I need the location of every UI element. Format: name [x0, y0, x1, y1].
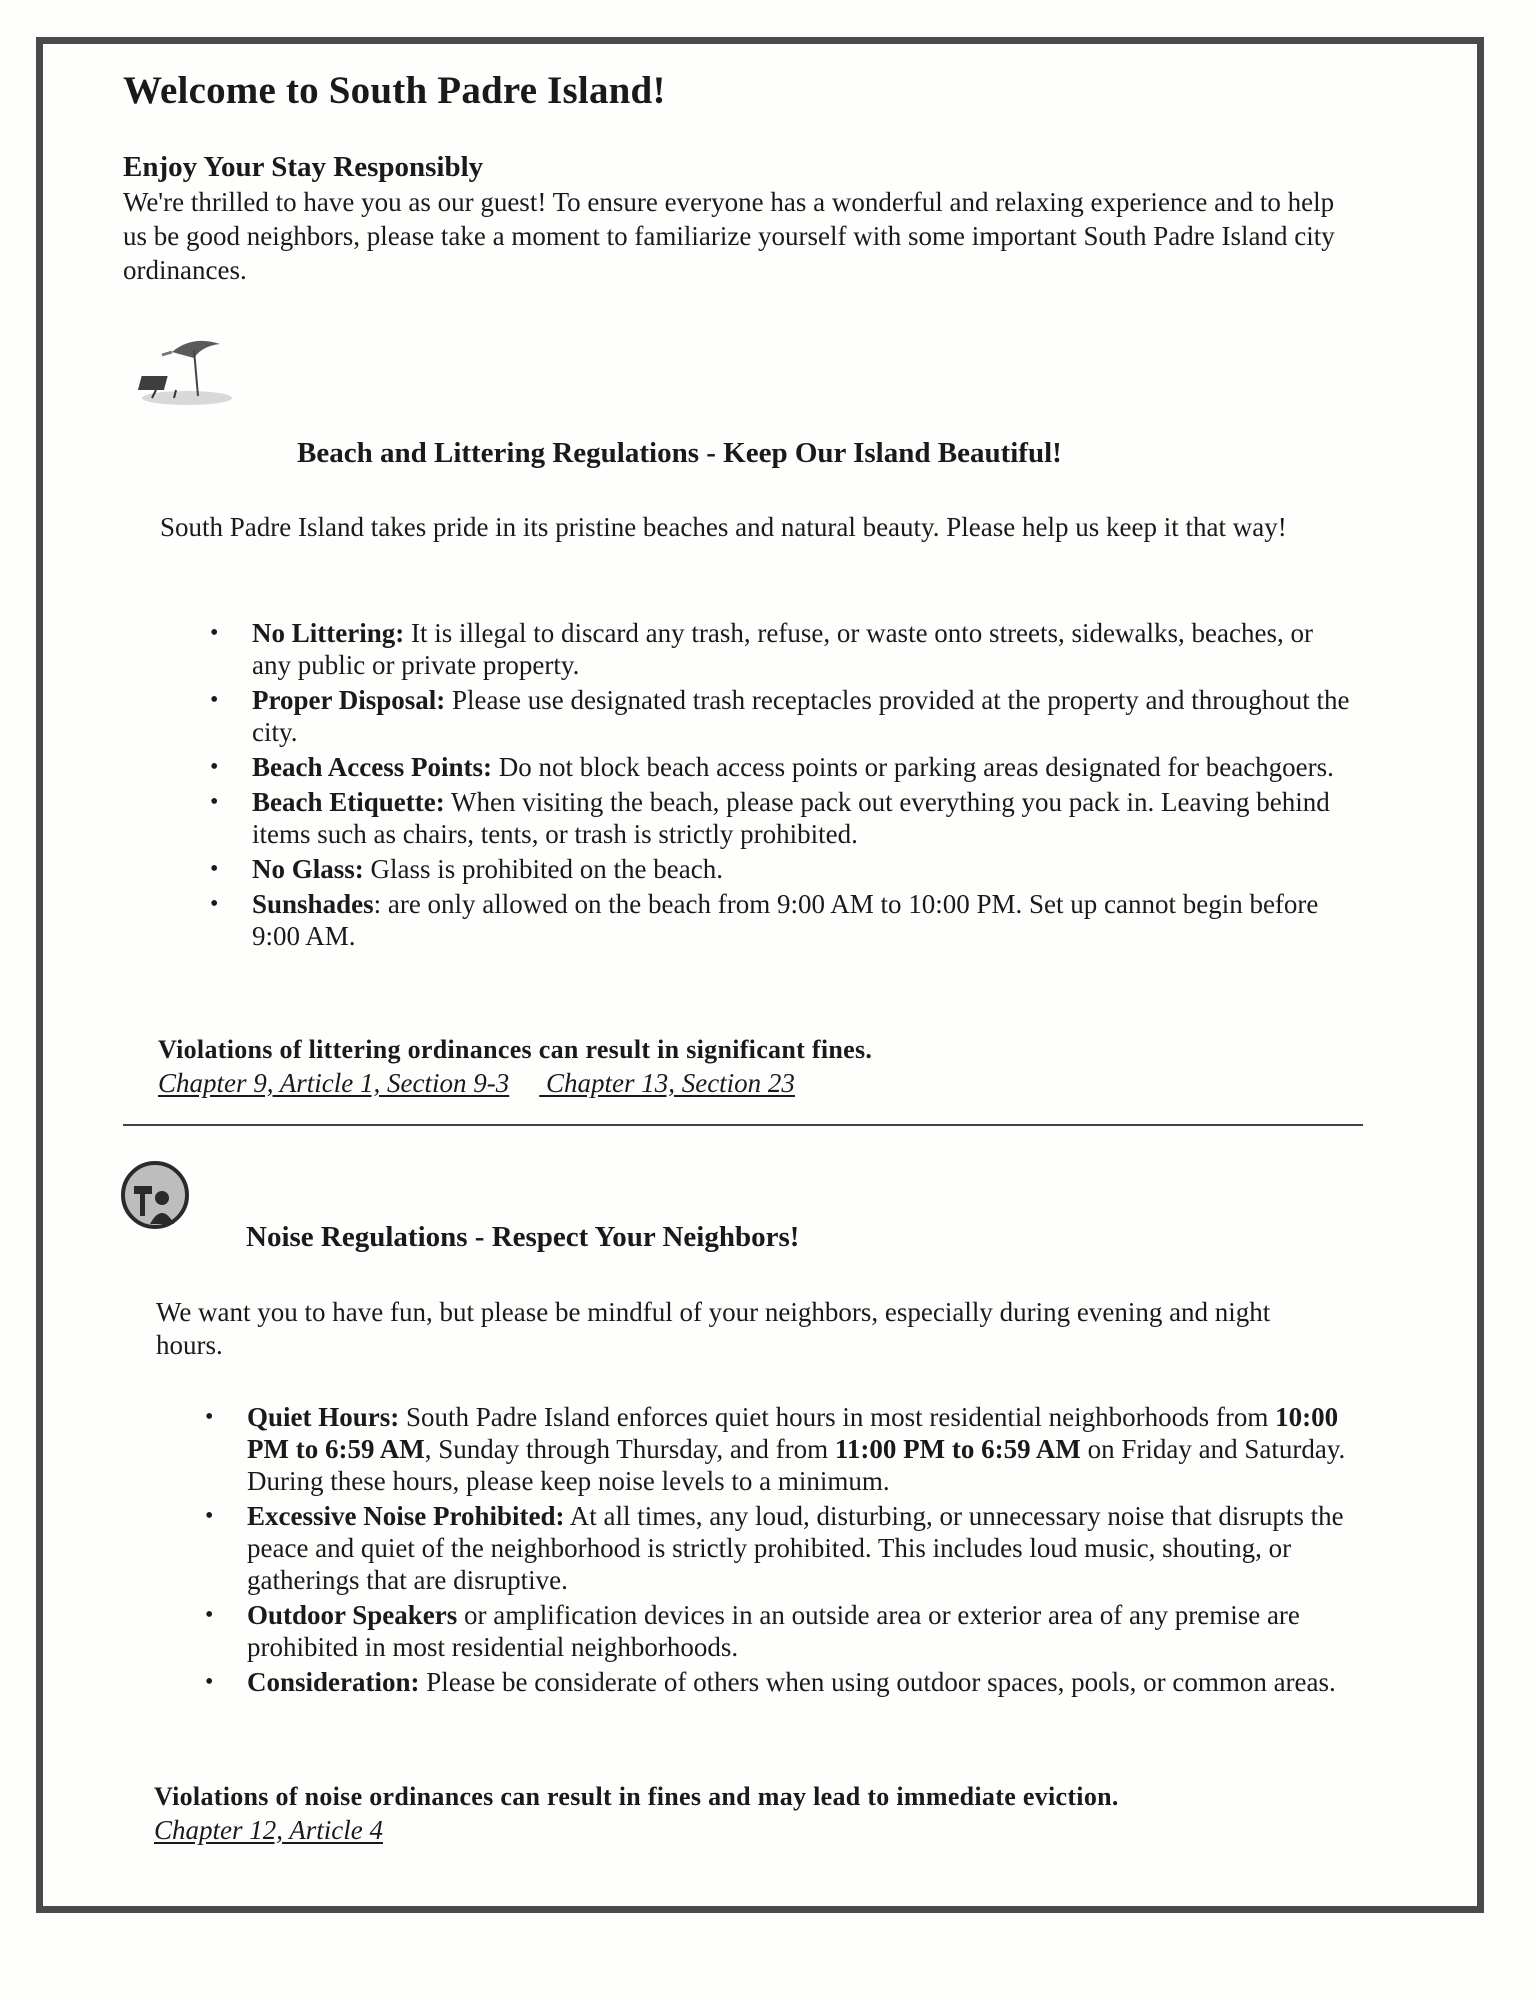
section-divider — [123, 1124, 1363, 1126]
list-item: • No Glass: Glass is prohibited on the beach. — [210, 854, 723, 884]
noise-person-icon — [120, 1160, 190, 1230]
noise-ordinance-refs — [154, 1815, 413, 1846]
ordinance-link[interactable]: Chapter 9, Article 1, Section 9-3 — [158, 1068, 510, 1098]
list-item: • Consideration: Please be considerate of others when using outdoor spaces, pools, or common areas. — [205, 1667, 1336, 1697]
beach-violation-notice: Violations of littering ordinances can result in significant fines. — [158, 1035, 873, 1064]
noise-section-title: Noise Regulations - Respect Your Neighbors! — [246, 1221, 800, 1253]
list-item: • Proper Disposal: Please use designated trash receptacles provided at the property and throughout the city. — [210, 685, 1350, 747]
list-item: • Excessive Noise Prohibited: At all times, any loud, disturbing, or unnecessary noise that disrupts the peace and quiet of the neighborhood is strictly prohibited. This includes loud music, shouting, or gatherings that are disruptive. — [205, 1501, 1344, 1595]
beach-intro: South Padre Island takes pride in its pristine beaches and natural beauty. Please help us keep it that way! — [160, 512, 1287, 542]
subtitle: Enjoy Your Stay Responsibly — [123, 151, 484, 183]
list-item: • No Littering: It is illegal to discard any trash, refuse, or waste onto streets, sidewalks, beaches, or any public or private property. — [210, 618, 1313, 680]
noise-rules-list — [205, 1401, 1367, 1701]
page-title: Welcome to South Padre Island! — [123, 69, 666, 112]
beach-rules-list — [210, 617, 1352, 955]
beach-umbrella-icon — [132, 330, 232, 410]
list-item: • Beach Etiquette: When visiting the beach, please pack out everything you pack in. Leaving behind items such as chairs, tents, or trash is strictly prohibited. — [210, 787, 1330, 849]
ordinance-link[interactable]: Chapter 13, Section 23 — [545, 1068, 795, 1098]
noise-violation-notice: Violations of noise ordinances can result in fines and may lead to immediate eviction. — [154, 1782, 1119, 1811]
list-item: • Quiet Hours: South Padre Island enforces quiet hours in most residential neighborhoods from 10:00 PM to 6:59 AM, Sunday through Thursday, and from 11:00 PM to 6:59 AM on Friday and Saturday. During these hours, please keep noise levels to a minimum. — [205, 1402, 1346, 1496]
beach-section-title: Beach and Littering Regulations - Keep Our Island Beautiful! — [297, 437, 1062, 469]
ordinance-link[interactable]: Chapter 12, Article 4 — [154, 1815, 383, 1845]
beach-ordinance-refs — [158, 1068, 825, 1099]
list-item: • Sunshades: are only allowed on the beach from 9:00 AM to 10:00 PM. Set up cannot begin before 9:00 AM. — [210, 889, 1319, 951]
list-item: • Outdoor Speakers or amplification devices in an outside area or exterior area of any premise are prohibited in most residential neighborhoods. — [205, 1600, 1300, 1662]
noise-intro: We want you to have fun, but please be mindful of your neighbors, especially during evening and night hours. — [156, 1297, 1271, 1360]
intro-paragraph: We're thrilled to have you as our guest! To ensure everyone has a wonderful and relaxing experience and to help us be good neighbors, please take a moment to familiarize yourself with some important South Padre Island city ordinances. — [123, 187, 1335, 285]
list-item: • Beach Access Points: Do not block beach access points or parking areas designated for beachgoers. — [210, 752, 1334, 782]
